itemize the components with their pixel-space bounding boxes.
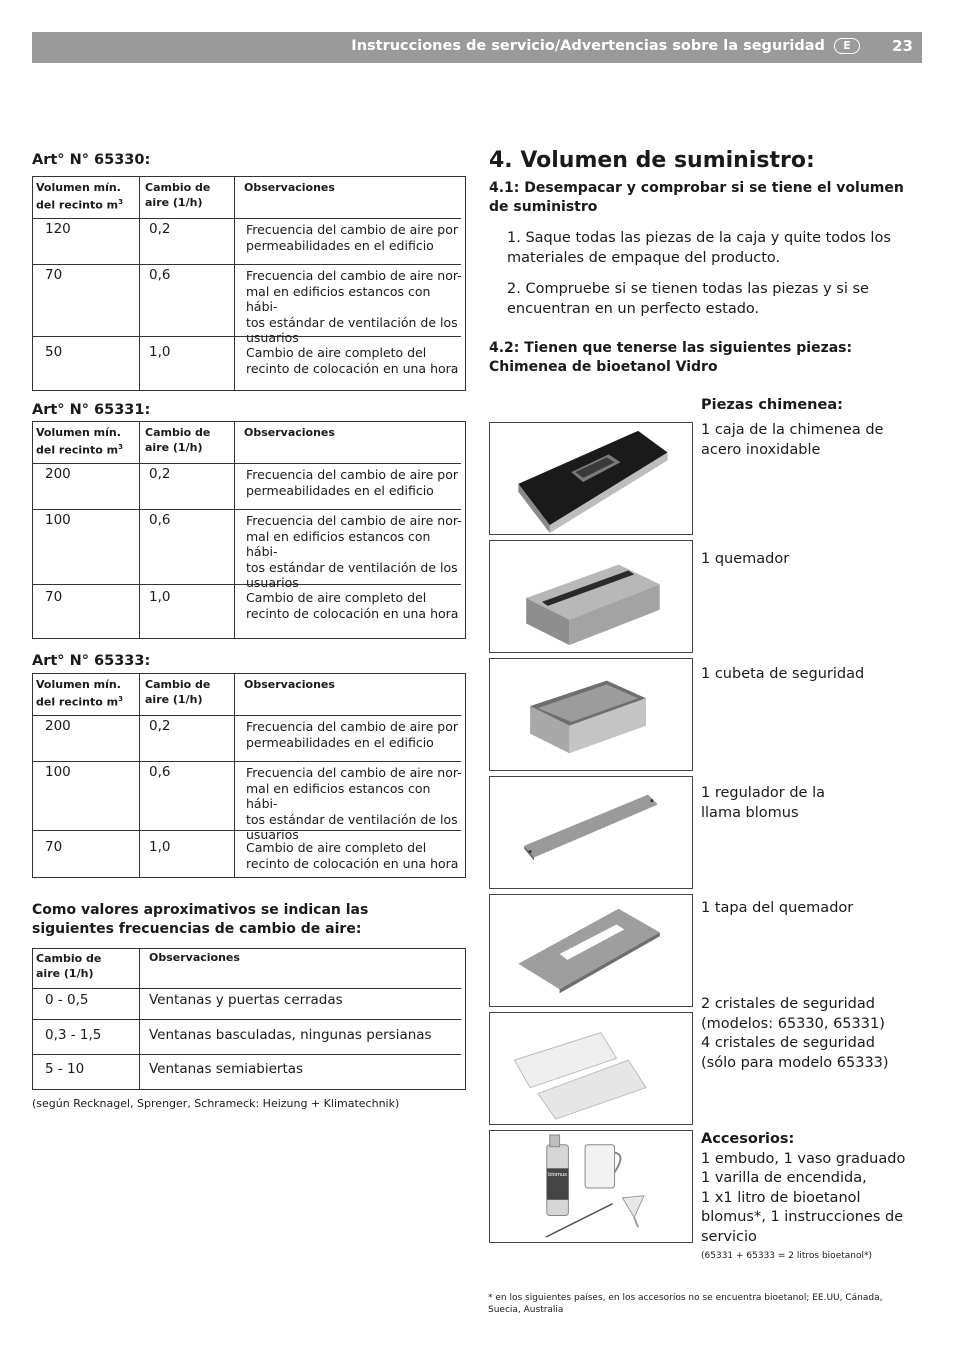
subsection-4-1: 4.1: Desempacar y comprobar si se tiene el volumen de suministro <box>489 180 904 215</box>
column-header-observaciones: Observaciones <box>244 426 335 439</box>
cell-volume: 70 <box>45 267 63 283</box>
cell-observaciones: Cambio de aire completo del recinto de colocación en una hora <box>246 590 459 621</box>
row-divider <box>33 264 461 265</box>
cell-volume: 70 <box>45 839 63 855</box>
cell-observaciones: Frecuencia del cambio de aire por permeabilidades en el edificio <box>246 467 459 498</box>
cell-cambio: 1,0 <box>149 344 171 360</box>
cell-observaciones: Frecuencia del cambio de aire nor- mal en edificios estancos con hábi- tos estándar de ventilación de los usuarios <box>246 513 462 591</box>
part-label-tray: 1 cubeta de seguridad <box>701 666 865 682</box>
cell-observaciones: Frecuencia del cambio de aire nor- mal en edificios estancos con hábi- tos estándar de ventilación de los usuarios <box>246 268 462 346</box>
column-header-observaciones: Observaciones <box>244 678 335 691</box>
table-65331 <box>32 421 466 639</box>
table-title-65330: Art° N° 65330: <box>32 152 151 168</box>
row-divider <box>33 1054 461 1055</box>
cell-cambio: 0,6 <box>149 512 171 528</box>
cell-observaciones: Ventanas basculadas, ningunas persianas <box>149 1027 432 1043</box>
bottle-label-text: blomus <box>548 1172 568 1179</box>
language-badge: E <box>834 38 860 54</box>
cell-observaciones: Ventanas y puertas cerradas <box>149 992 343 1008</box>
subsection-4-2: 4.2: Tienen que tenerse las siguientes piezas: Chimenea de bioetanol Vidro <box>489 340 853 375</box>
cell-cambio: 1,0 <box>149 839 171 855</box>
cell-cambio: 0,6 <box>149 764 171 780</box>
column-divider <box>139 674 140 877</box>
table-title-65331: Art° N° 65331: <box>32 402 151 418</box>
header-title: Instrucciones de servicio/Advertencias sobre la seguridad E <box>351 38 860 54</box>
flame-regulator-image <box>489 776 693 889</box>
cell-volume: 200 <box>45 466 71 482</box>
cell-cambio: 5 - 10 <box>45 1061 85 1077</box>
page-number: 23 <box>892 37 913 55</box>
safety-tray-image <box>489 658 693 771</box>
column-header-cambio: Cambio de aire (1/h) <box>145 426 211 454</box>
column-divider <box>234 422 235 638</box>
footnote: * en los siguientes países, en los accesorios no se encuentra bioetanol; EE.UU, Cánada, Suecia, Australia <box>488 1293 883 1315</box>
column-divider <box>234 177 235 390</box>
row-divider <box>33 988 461 989</box>
cell-volume: 100 <box>45 764 71 780</box>
cell-volume: 70 <box>45 589 63 605</box>
row-divider <box>33 509 461 510</box>
cell-observaciones: Ventanas semiabiertas <box>149 1061 304 1077</box>
cell-cambio: 0,6 <box>149 267 171 283</box>
table-65333 <box>32 673 466 878</box>
table-title-65333: Art° N° 65333: <box>32 653 151 669</box>
row-divider <box>33 715 461 716</box>
part-label-burner: 1 quemador <box>701 551 790 567</box>
column-divider <box>139 177 140 390</box>
cell-observaciones: Frecuencia del cambio de aire por permeabilidades en el edificio <box>246 222 459 253</box>
source-note: (según Recknagel, Sprenger, Schrameck: Heizung + Klimatechnik) <box>32 1097 400 1110</box>
column-header-cambio: Cambio de aire (1/h) <box>145 181 211 209</box>
frequency-table <box>32 948 466 1090</box>
column-header-cambio: Cambio de aire (1/h) <box>36 952 102 980</box>
row-divider <box>33 1019 461 1020</box>
part-label-glass: 2 cristales de seguridad (modelos: 65330, 65331) 4 cristales de seguridad (sólo para modelo 65333) <box>701 996 889 1071</box>
accessories-note: (65331 + 65333 = 2 litros bioetanol*) <box>701 1251 872 1261</box>
part-label-cover: 1 tapa del quemador <box>701 900 854 916</box>
column-header-cambio: Cambio de aire (1/h) <box>145 678 211 706</box>
column-header-observaciones: Observaciones <box>149 951 240 964</box>
cell-cambio: 0 - 0,5 <box>45 992 89 1008</box>
column-header-volume: Volumen mín. del recinto $m^3$ <box>36 426 123 457</box>
cell-cambio: 0,2 <box>149 466 171 482</box>
table-65330 <box>32 176 466 391</box>
parts-heading: Piezas chimenea: <box>701 397 843 413</box>
cell-volume: 100 <box>45 512 71 528</box>
burner-cover-image <box>489 894 693 1007</box>
part-label-regulator: 1 regulador de la llama blomus <box>701 785 826 821</box>
cell-volume: 50 <box>45 344 63 360</box>
row-divider <box>33 218 461 219</box>
column-header-observaciones: Observaciones <box>244 181 335 194</box>
accessories-image <box>489 1130 693 1243</box>
cell-volume: 200 <box>45 718 71 734</box>
step-1: 1. Saque todas las piezas de la caja y quite todos los materiales de empaque del producto. <box>507 230 891 266</box>
page-header <box>32 32 922 63</box>
column-header-volume: Volumen mín. del recinto $m^3$ <box>36 181 123 212</box>
column-divider <box>234 674 235 877</box>
row-divider <box>33 761 461 762</box>
cell-observaciones: Cambio de aire completo del recinto de colocación en una hora <box>246 840 459 871</box>
cell-cambio: 0,2 <box>149 718 171 734</box>
cell-cambio: 1,0 <box>149 589 171 605</box>
approx-heading: Como valores aproximativos se indican las siguientes frecuencias de cambio de aire: <box>32 902 369 937</box>
cell-cambio: 0,2 <box>149 221 171 237</box>
column-header-volume: Volumen mín. del recinto $m^3$ <box>36 678 123 709</box>
part-label-housing: 1 caja de la chimenea de acero inoxidable <box>701 422 884 458</box>
burner-image <box>489 540 693 653</box>
row-divider <box>33 463 461 464</box>
section-title: 4. Volumen de suministro: <box>489 148 815 173</box>
cell-observaciones: Frecuencia del cambio de aire por permeabilidades en el edificio <box>246 719 459 750</box>
cell-observaciones: Frecuencia del cambio de aire nor- mal en edificios estancos con hábi- tos estándar de ventilación de los usuarios <box>246 765 462 843</box>
fireplace-housing-image <box>489 422 693 535</box>
column-divider <box>139 422 140 638</box>
cell-cambio: 0,3 - 1,5 <box>45 1027 102 1043</box>
step-2: 2. Compruebe si se tienen todas las piezas y si se encuentran en un perfecto estado. <box>507 281 869 317</box>
cell-observaciones: Cambio de aire completo del recinto de colocación en una hora <box>246 345 459 376</box>
accessories-label: Accesorios: 1 embudo, 1 vaso graduado 1 varilla de encendida, 1 x1 litro de bioetanol blomus*, 1 instrucciones de servicio <box>701 1131 906 1245</box>
safety-glass-image <box>489 1012 693 1125</box>
cell-volume: 120 <box>45 221 71 237</box>
